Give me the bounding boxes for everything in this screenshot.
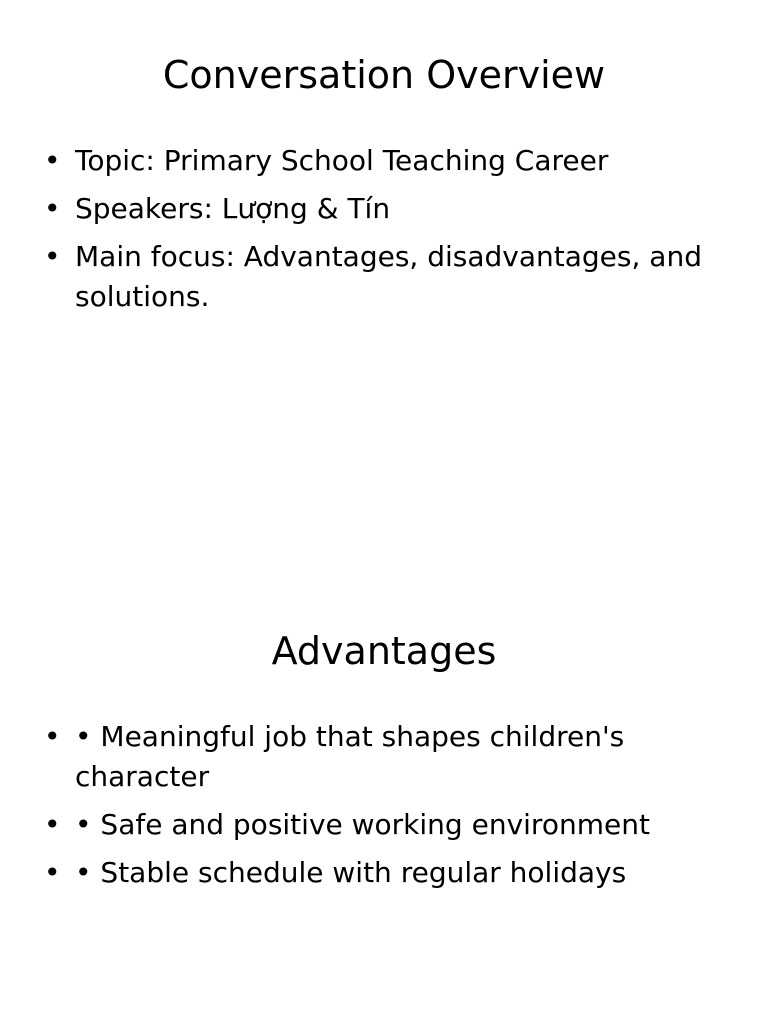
bullet-item-stable-schedule [44, 853, 724, 893]
bullet-item-meaningful-job [44, 717, 724, 797]
bullet-item-topic [44, 141, 724, 181]
bullet-dot-icon: • [44, 192, 61, 225]
bullet-dot-icon: • [44, 720, 61, 753]
bullet-list [44, 141, 724, 325]
bullet-text: • Meaningful job that shapes children's character [75, 720, 625, 793]
bullet-list [44, 717, 724, 901]
bullet-dot-icon: • [44, 856, 61, 889]
bullet-item-main-focus [44, 237, 724, 317]
slide-advantages [0, 576, 768, 1024]
bullet-item-speakers [44, 189, 724, 229]
bullet-item-safe-environment [44, 805, 724, 845]
slide-title: Conversation Overview [162, 53, 606, 97]
bullet-text: Main focus: Advantages, disadvantages, and solutions. [75, 240, 702, 313]
bullet-text: Speakers: Lượng & Tín [75, 192, 391, 225]
bullet-text: • Stable schedule with regular holidays [75, 856, 627, 889]
bullet-dot-icon: • [44, 144, 61, 177]
bullet-dot-icon: • [44, 240, 61, 273]
slide-title: Advantages [271, 629, 497, 673]
bullet-dot-icon: • [44, 808, 61, 841]
bullet-text: Topic: Primary School Teaching Career [75, 144, 609, 177]
bullet-text: • Safe and positive working environment [75, 808, 650, 841]
